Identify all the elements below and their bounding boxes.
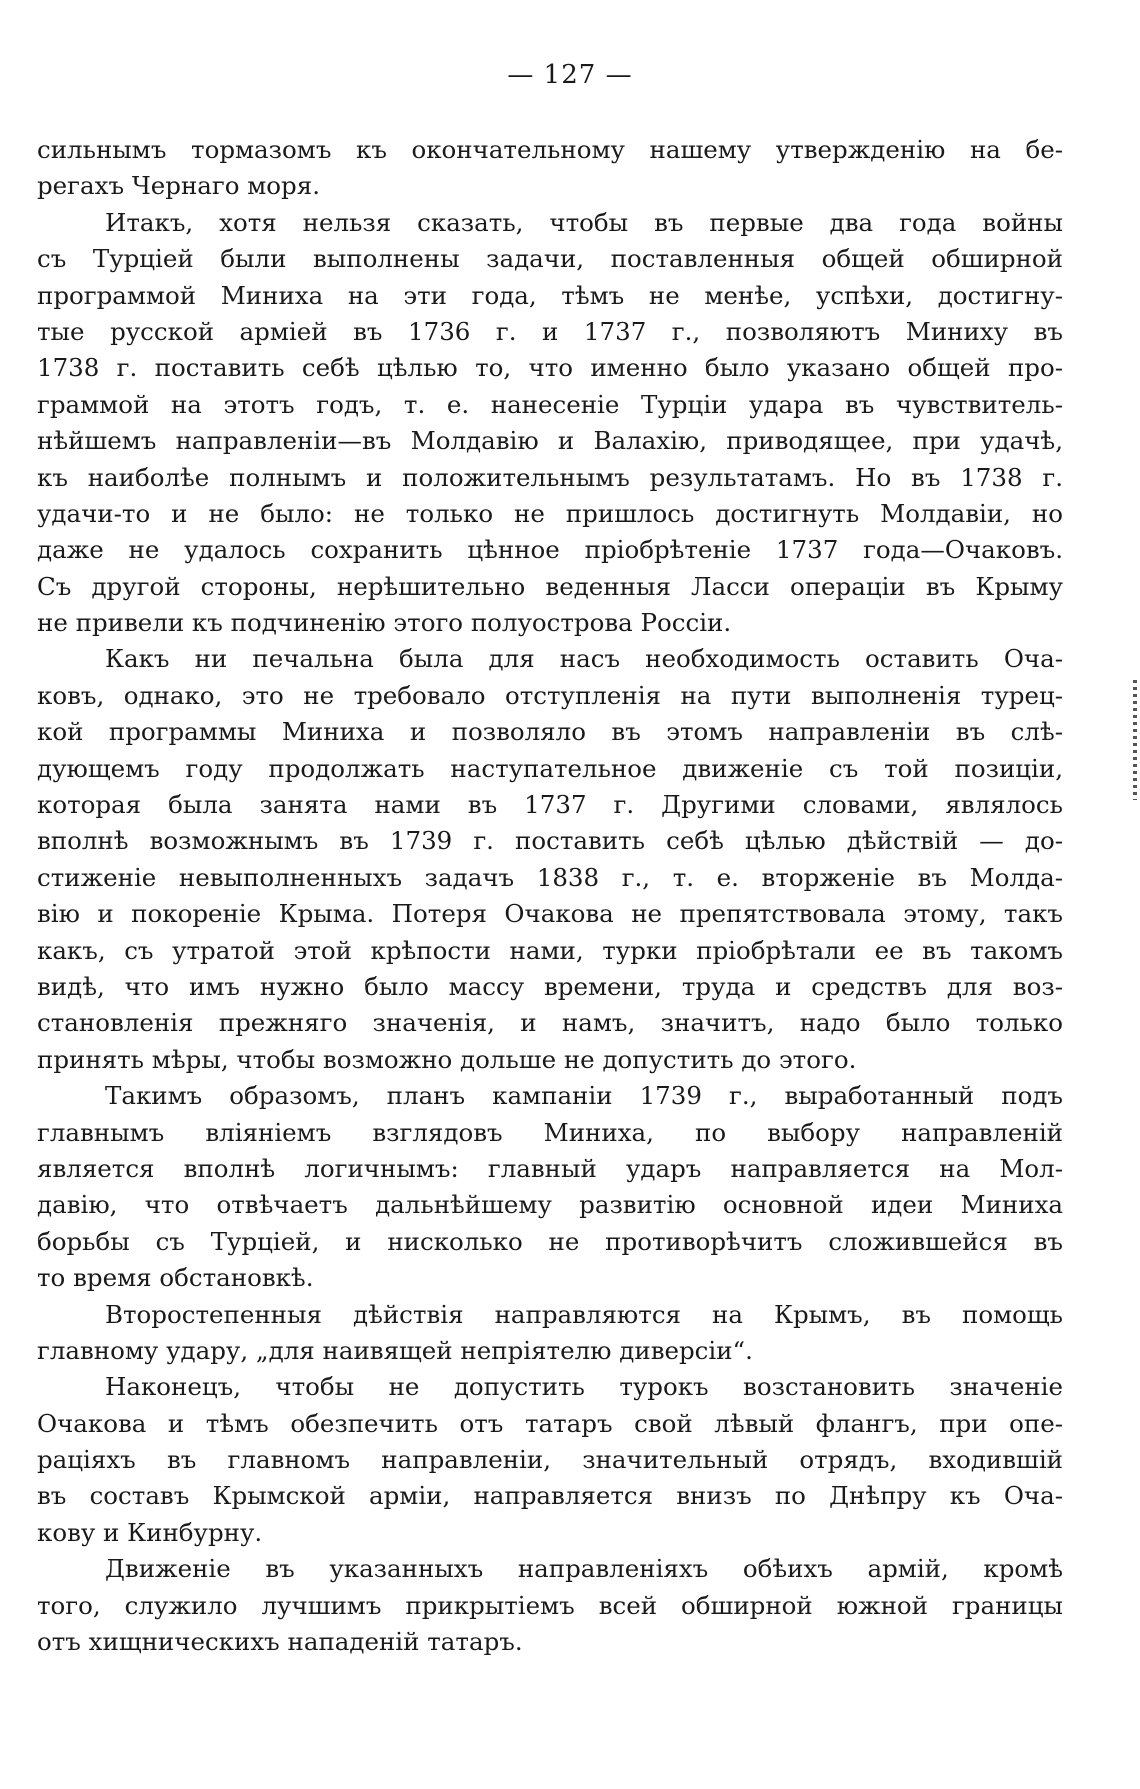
text-line: даже не удалось сохранить цѣнное пріобрѣтеніе 1737 года—Очаковъ. [37,535,1063,565]
text-line: Такимъ образомъ, планъ кампаніи 1739 г., выработанный подъ [105,1081,1063,1111]
text-line: не привели къ подчиненію этого полуострова Россіи. [37,608,732,638]
text-line: съ Турціей были выполнены задачи, поставленныя общей обширной [37,244,1063,274]
text-line: къ наиболѣе полнымъ и положительнымъ результатамъ. Но въ 1738 г. [37,462,1063,492]
text-line: кой программы Миниха и позволяло въ этомъ направленіи въ слѣ- [37,717,1063,747]
text-line: главнымъ вліяніемъ взглядовъ Миниха, по выбору направленій [37,1117,1063,1147]
text-line: кову и Кинбурну. [37,1517,263,1547]
text-line: нѣйшемъ направленіи—въ Молдавію и Валахію, приводящее, при удачѣ, [37,426,1063,456]
text-line: Движеніе въ указанныхъ направленіяхъ обѣихъ армій, кромѣ [105,1554,1063,1584]
text-line: Какъ ни печальна была для насъ необходимость оставить Оча- [105,644,1063,674]
text-line: вполнѣ возможнымъ въ 1739 г. поставить себѣ цѣлью дѣйствій — до- [37,826,1063,856]
text-line: Наконецъ, чтобы не допустить турокъ возстановить значеніе [105,1372,1063,1402]
text-line: Очакова и тѣмъ обезпечить отъ татаръ свой лѣвый флангъ, при опе- [37,1408,1063,1438]
text-line: которая была занята нами въ 1737 г. Другими словами, являлось [37,790,1063,820]
text-line: то время обстановкѣ. [37,1263,314,1293]
text-line: борьбы съ Турціей, и нисколько не противорѣчитъ сложившейся въ [37,1226,1063,1256]
text-line: того, служило лучшимъ прикрытіемъ всей обширной южной границы [37,1590,1063,1620]
text-line: видѣ, что имъ нужно было массу времени, труда и средствъ для воз- [37,971,1063,1001]
text-line: стиженіе невыполненныхъ задачъ 1838 г., т. е. вторженіе въ Молда- [37,862,1063,892]
text-line: принять мѣры, чтобы возможно дольше не допустить до этого. [37,1044,857,1074]
text-line: граммой на этотъ годъ, т. е. нанесеніе Турціи удара въ чувствитель- [37,389,1063,419]
text-line: программой Миниха на эти года, тѣмъ не менѣе, успѣхи, достигну- [37,280,1063,310]
text-line: регахъ Чернаго моря. [37,171,320,201]
text-line: Второстепенныя дѣйствія направляются на Крымъ, въ помощь [105,1299,1063,1329]
text-line: какъ, съ утратой этой крѣпости нами, турки пріобрѣтали ее въ такомъ [37,935,1063,965]
text-line: отъ хищническихъ нападеній татаръ. [37,1627,523,1657]
text-line: дующемъ году продолжать наступательное движеніе съ той позиціи, [37,753,1063,783]
text-line: становленія прежняго значенія, и намъ, значитъ, надо было только [37,1008,1063,1038]
text-line: вію и покореніе Крыма. Потеря Очакова не препятствовала этому, такъ [37,899,1063,929]
body-text [37,132,1063,1660]
text-line: тые русской арміей въ 1736 г. и 1737 г., позволяютъ Миниху въ [37,316,1063,346]
text-line: раціяхъ въ главномъ направленіи, значительный отрядъ, входившій [37,1445,1063,1475]
text-line: 1738 г. поставить себѣ цѣлью то, что именно было указано общей про- [37,353,1063,383]
text-line: Съ другой стороны, нерѣшительно веденныя Ласси операціи въ Крыму [37,571,1063,601]
text-line: въ составъ Крымской арміи, направляется внизъ по Днѣпру къ Оча- [37,1481,1063,1511]
text-line: Итакъ, хотя нельзя сказать, чтобы въ первые два года войны [105,207,1063,237]
text-line: давію, что отвѣчаетъ дальнѣйшему развитію основной идеи Миниха [37,1190,1063,1220]
page-number: — 127 — [507,60,633,90]
text-line: главному удару, „для наивящей непріятелю диверсіи“. [37,1335,753,1365]
text-line: удачи-то и не было: не только не пришлось достигнуть Молдавіи, но [37,498,1063,528]
text-line: ковъ, однако, это не требовало отступленія на пути выполненія турец- [37,680,1063,710]
text-line: является вполнѣ логичнымъ: главный ударъ направляется на Мол- [37,1153,1063,1183]
scan-edge-mark [1133,680,1137,800]
text-line: сильнымъ тормазомъ къ окончательному нашему утвержденію на бе- [37,135,1063,164]
